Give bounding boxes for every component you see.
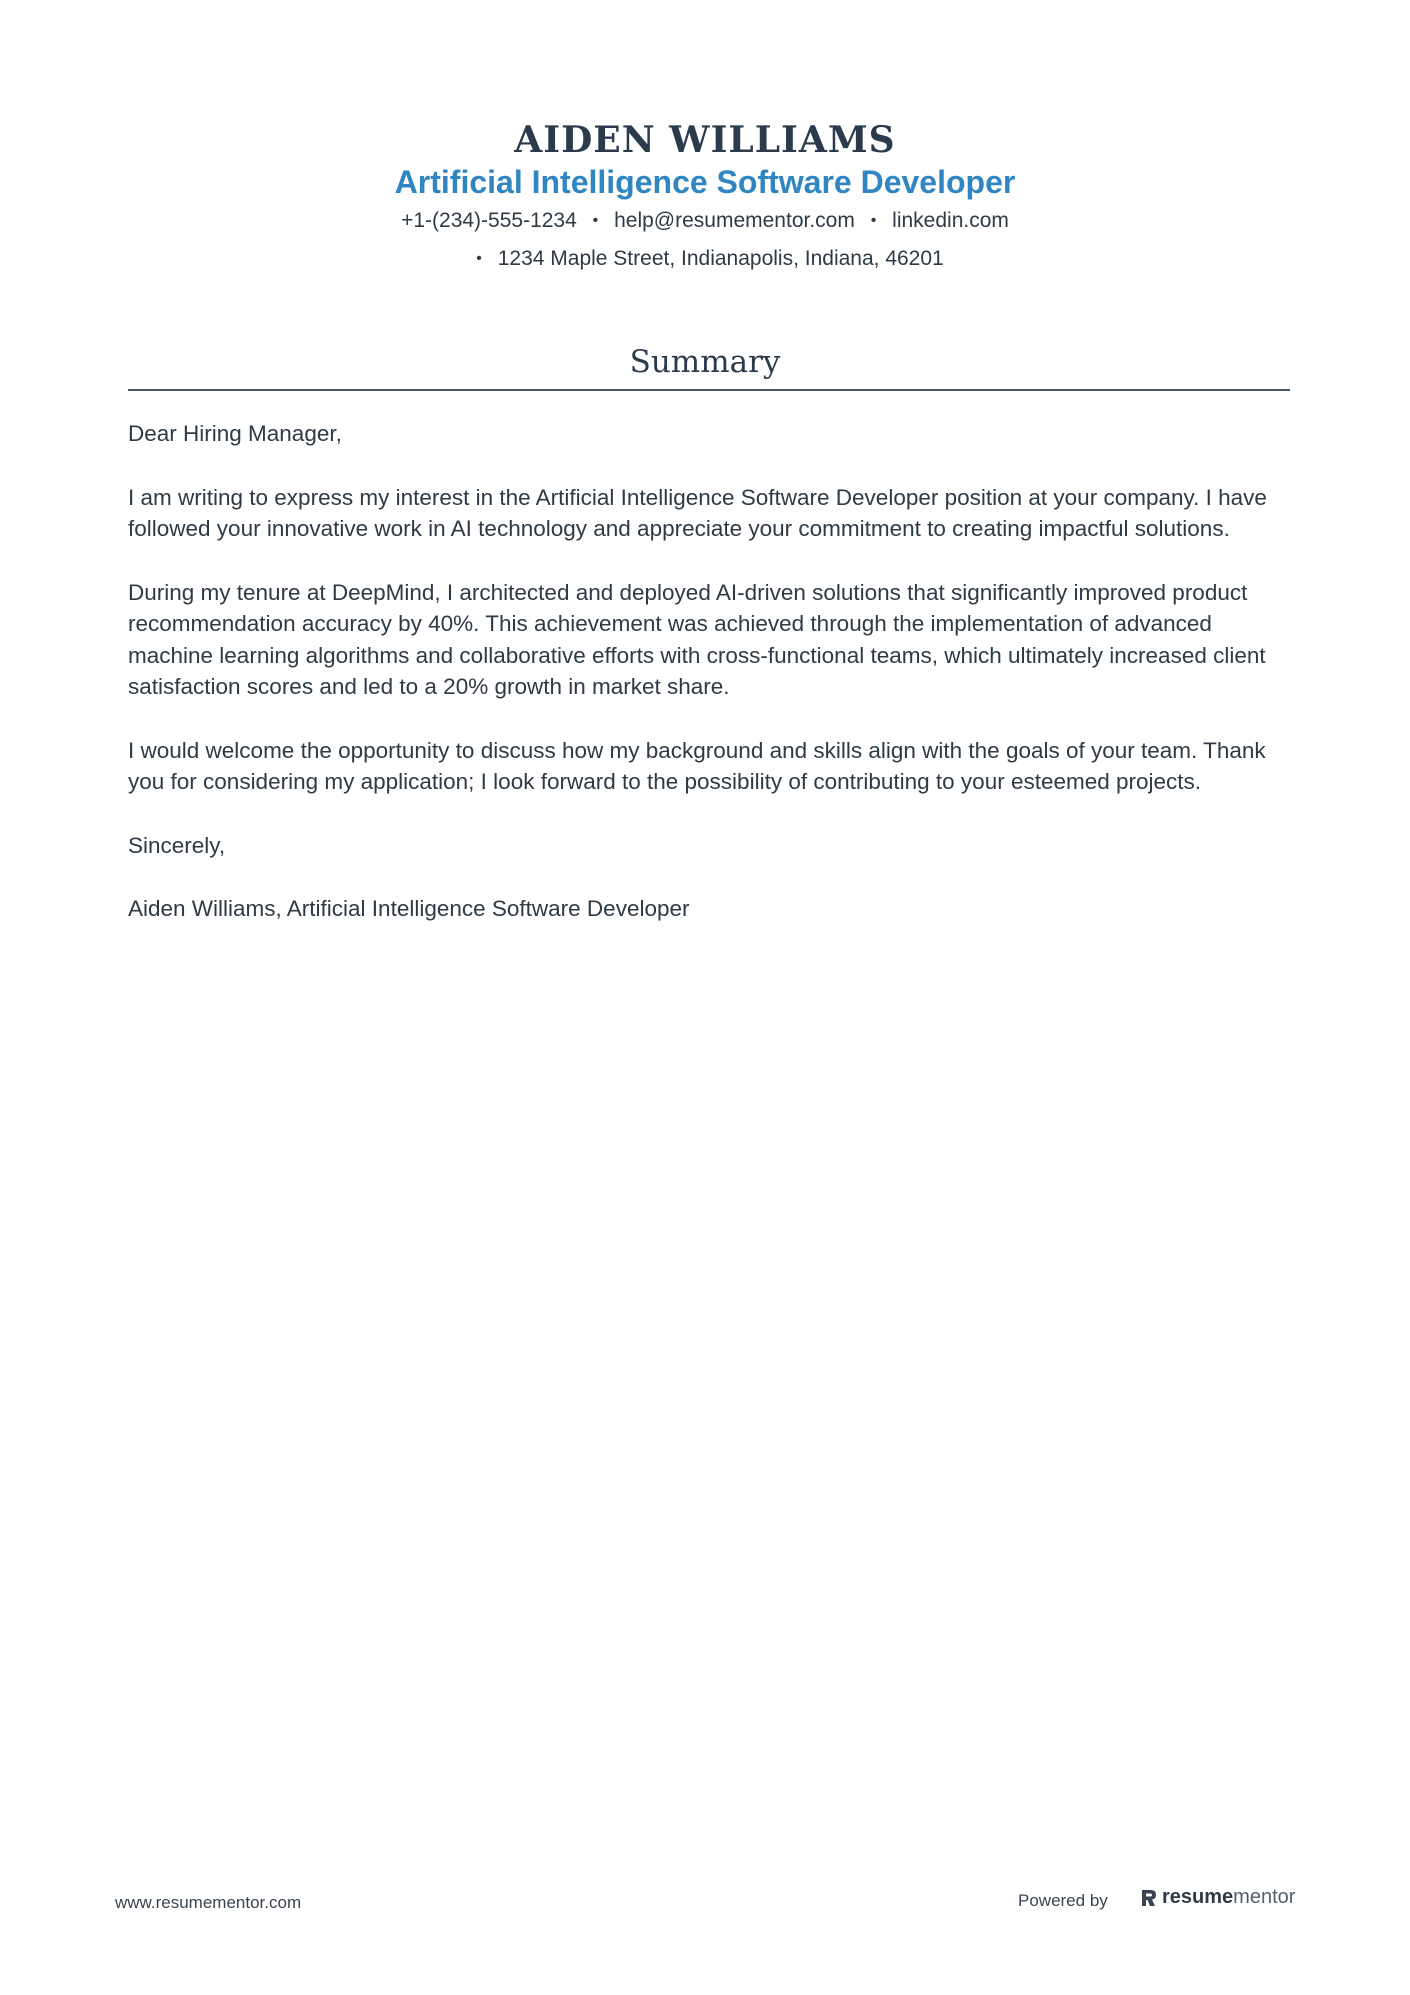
- brand-name-bold: resume: [1162, 1886, 1234, 1908]
- letter-header: [0, 118, 1410, 278]
- contact-line: [0, 202, 1410, 240]
- resumementor-logo-icon: [1140, 1888, 1158, 1908]
- contact-email[interactable]: help@resumementor.com: [614, 209, 855, 232]
- section-divider: [128, 389, 1290, 391]
- brand-logo[interactable]: [1140, 1886, 1295, 1909]
- contact-address: 1234 Maple Street, Indianapolis, Indiana, 46201: [497, 247, 944, 270]
- contact-website[interactable]: linkedin.com: [892, 209, 1009, 232]
- candidate-title: Artificial Intelligence Software Developer: [394, 164, 1016, 200]
- footer-url[interactable]: www.resumementor.com: [115, 1893, 302, 1912]
- letter-paragraph: I would welcome the opportunity to discuss how my background and skills align with the goals of your team. Thank you for considering my application; I look forward to the possibility of contributing to your esteemed projects.: [128, 737, 1266, 794]
- powered-by-label: Powered by: [1018, 1891, 1108, 1910]
- bullet-separator: •: [476, 250, 482, 267]
- letter-closing: Sincerely,: [128, 832, 226, 858]
- letter-signature: Aiden Williams, Artificial Intelligence Software Developer: [128, 896, 690, 921]
- address-line: [0, 240, 1410, 278]
- contact-phone: +1-(234)-555-1234: [401, 209, 577, 232]
- candidate-name: AIDEN WILLIAMS: [514, 119, 896, 161]
- brand-name-light: mentor: [1233, 1886, 1296, 1908]
- letter-paragraph: During my tenure at DeepMind, I architected and deployed AI-driven solutions that significantly improved product recommendation accuracy by 40%. This achievement was achieved through the implementation of advanced machine learning algorithms and collaborative efforts with cross-functional teams, which ultimately increased client satisfaction scores and led to a 20% growth in market share.: [128, 579, 1266, 699]
- letter-paragraph: I am writing to express my interest in the Artificial Intelligence Software Developer position at your company. I have followed your innovative work in AI technology and appreciate your commitment to creating impactful solutions.: [128, 484, 1267, 541]
- letter-greeting: Dear Hiring Manager,: [128, 421, 342, 446]
- bullet-separator: •: [870, 212, 877, 229]
- bullet-separator: •: [592, 212, 599, 229]
- section-title: Summary: [629, 344, 781, 380]
- letter-body: [128, 418, 1290, 957]
